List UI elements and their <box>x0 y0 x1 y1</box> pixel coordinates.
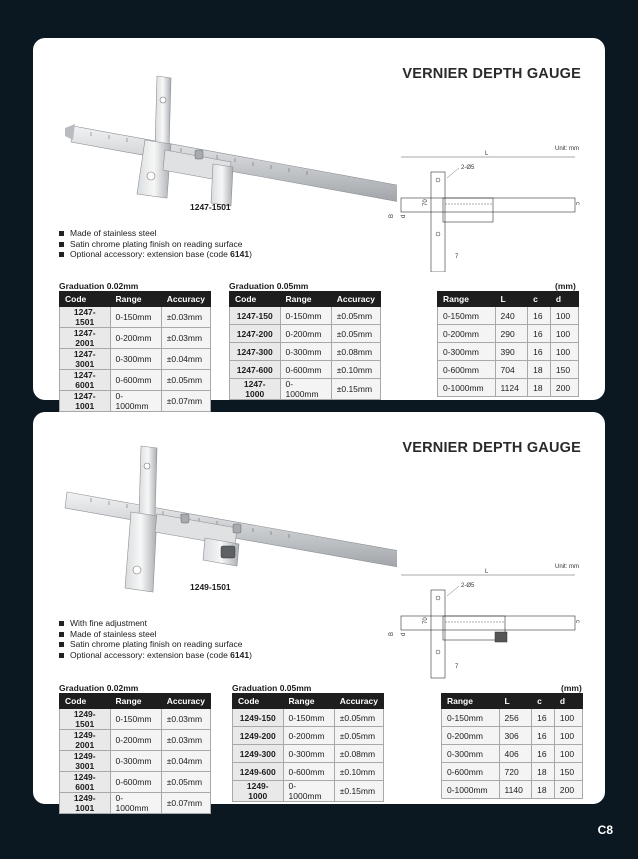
dim-d: d <box>401 214 407 218</box>
table-row: 1247-1001 0-1000mm ±0.07mm <box>60 391 211 412</box>
table-unit: (mm) <box>561 683 582 693</box>
table-row: 1247-1501 0-150mm ±0.03mm <box>60 307 211 328</box>
spec-table-002: Code Range Accuracy 1249-1501 0-150mm ±0.03mm 1249-2001 0-200mm ±0.03mm 1249-3001 0-300mm ±0.04mm 1249-6001 0-600mm ±0.05mm 1249-1001 0-1000mm ±0.07mm <box>59 693 211 814</box>
table-row: 1247-300 0-300mm ±0.08mm <box>230 343 381 361</box>
table-row: 1247-2001 0-200mm ±0.03mm <box>60 328 211 349</box>
spec-table-005: Code Range Accuracy 1249-150 0-150mm ±0.05mm 1249-200 0-200mm ±0.05mm 1249-300 0-300mm ±0.08mm 1249-600 0-600mm ±0.10mm 1249-1000 0-1000mm ±0.15mm <box>232 693 384 802</box>
dim-hole: 2-Ø5 <box>461 165 475 171</box>
feature-list <box>59 228 252 260</box>
table-row: 1249-3001 0-300mm ±0.04mm <box>60 751 211 772</box>
feature-item: Made of stainless steel <box>59 228 252 239</box>
page-number: C8 <box>597 823 613 837</box>
table-row: 1247-200 0-200mm ±0.05mm <box>230 325 381 343</box>
dim-7: 7 <box>455 254 459 260</box>
table-row: 1249-300 0-300mm ±0.08mm <box>233 745 384 763</box>
model-label: 1247-1501 <box>190 202 231 212</box>
dim-70: 70 <box>423 199 429 206</box>
table-caption: Graduation 0.02mm <box>59 281 139 291</box>
section-title: VERNIER DEPTH GAUGE <box>402 66 581 82</box>
dimension-table: Range L c d 0-150mm 240 16 100 0-200mm 290 16 100 0-300mm 390 16 100 0-600mm 704 18 150 0-1000mm 1124 18 200 <box>437 291 579 397</box>
bullet-icon <box>59 642 64 647</box>
feature-item: Satin chrome plating finish on reading surface <box>59 239 252 250</box>
table-row: 0-300mm 406 16 100 <box>442 745 583 763</box>
dimension-table: Range L c d 0-150mm 256 16 100 0-200mm 306 16 100 0-300mm 406 16 100 0-600mm 720 18 150 0-1000mm 1140 18 200 <box>441 693 583 799</box>
depth-gauge-photo <box>61 70 397 240</box>
table-row: 1249-150 0-150mm ±0.05mm <box>233 709 384 727</box>
table-row: 1249-1000 0-1000mm ±0.15mm <box>233 781 384 802</box>
table-row: 1249-200 0-200mm ±0.05mm <box>233 727 384 745</box>
table-caption: Graduation 0.05mm <box>232 683 312 693</box>
model-label: 1249-1501 <box>190 582 231 592</box>
dim-d: d <box>401 632 407 636</box>
table-unit: (mm) <box>555 281 576 291</box>
spec-table-002: Code Range Accuracy 1247-1501 0-150mm ±0.03mm 1247-2001 0-200mm ±0.03mm 1247-3001 0-300mm ±0.04mm 1247-6001 0-600mm ±0.05mm 1247-1001 0-1000mm ±0.07mm <box>59 291 211 412</box>
feature-item: With fine adjustment <box>59 618 252 629</box>
dim-B: B <box>389 213 395 218</box>
table-row: 0-1000mm 1140 18 200 <box>442 781 583 799</box>
unit-label: Unit: mm <box>555 146 579 152</box>
feature-item: Satin chrome plating finish on reading surface <box>59 639 252 650</box>
table-row: 0-1000mm 1124 18 200 <box>438 379 579 397</box>
table-row: 1249-600 0-600mm ±0.10mm <box>233 763 384 781</box>
table-row: 1247-150 0-150mm ±0.05mm <box>230 307 381 325</box>
table-row: 0-300mm 390 16 100 <box>438 343 579 361</box>
dim-c: c <box>574 620 580 623</box>
table-row: 1247-3001 0-300mm ±0.04mm <box>60 349 211 370</box>
table-row: 1249-1001 0-1000mm ±0.07mm <box>60 793 211 814</box>
bullet-icon <box>59 252 64 257</box>
bullet-icon <box>59 621 64 626</box>
feature-list <box>59 618 252 660</box>
product-panel-1247 <box>33 38 605 411</box>
feature-item: Optional accessory: extension base (code 6141) <box>59 650 252 661</box>
dim-L: L <box>485 569 489 575</box>
feature-item: Made of stainless steel <box>59 629 252 640</box>
product-panel-1249 <box>33 412 605 813</box>
bullet-icon <box>59 653 64 658</box>
table-caption: Graduation 0.05mm <box>229 281 309 291</box>
table-row: 1247-600 0-600mm ±0.10mm <box>230 361 381 379</box>
table-row: 0-150mm 240 16 100 <box>438 307 579 325</box>
table-row: 0-600mm 704 18 150 <box>438 361 579 379</box>
dim-hole: 2-Ø5 <box>461 583 475 589</box>
table-caption: Graduation 0.02mm <box>59 683 139 693</box>
table-row: 0-200mm 306 16 100 <box>442 727 583 745</box>
dim-L: L <box>485 151 489 157</box>
feature-item: Optional accessory: extension base (code 6141) <box>59 249 252 260</box>
spec-table-005: Code Range Accuracy 1247-150 0-150mm ±0.05mm 1247-200 0-200mm ±0.05mm 1247-300 0-300mm ±0.08mm 1247-600 0-600mm ±0.10mm 1247-1000 0-1000mm ±0.15mm <box>229 291 381 400</box>
table-row: 0-200mm 290 16 100 <box>438 325 579 343</box>
dim-c: c <box>574 202 580 205</box>
bullet-icon <box>59 632 64 637</box>
table-row: 1249-1501 0-150mm ±0.03mm <box>60 709 211 730</box>
dimension-drawing <box>385 562 593 690</box>
bullet-icon <box>59 242 64 247</box>
table-row: 1247-6001 0-600mm ±0.05mm <box>60 370 211 391</box>
table-row: 0-150mm 256 16 100 <box>442 709 583 727</box>
table-row: 0-600mm 720 18 150 <box>442 763 583 781</box>
dim-7: 7 <box>455 664 459 670</box>
section-title: VERNIER DEPTH GAUGE <box>402 440 581 456</box>
unit-label: Unit: mm <box>555 564 579 570</box>
bullet-icon <box>59 231 64 236</box>
table-row: 1247-1000 0-1000mm ±0.15mm <box>230 379 381 400</box>
dimension-drawing <box>385 144 593 272</box>
dim-70: 70 <box>423 617 429 624</box>
dim-B: B <box>389 631 395 636</box>
table-row: 1249-6001 0-600mm ±0.05mm <box>60 772 211 793</box>
table-row: 1249-2001 0-200mm ±0.03mm <box>60 730 211 751</box>
